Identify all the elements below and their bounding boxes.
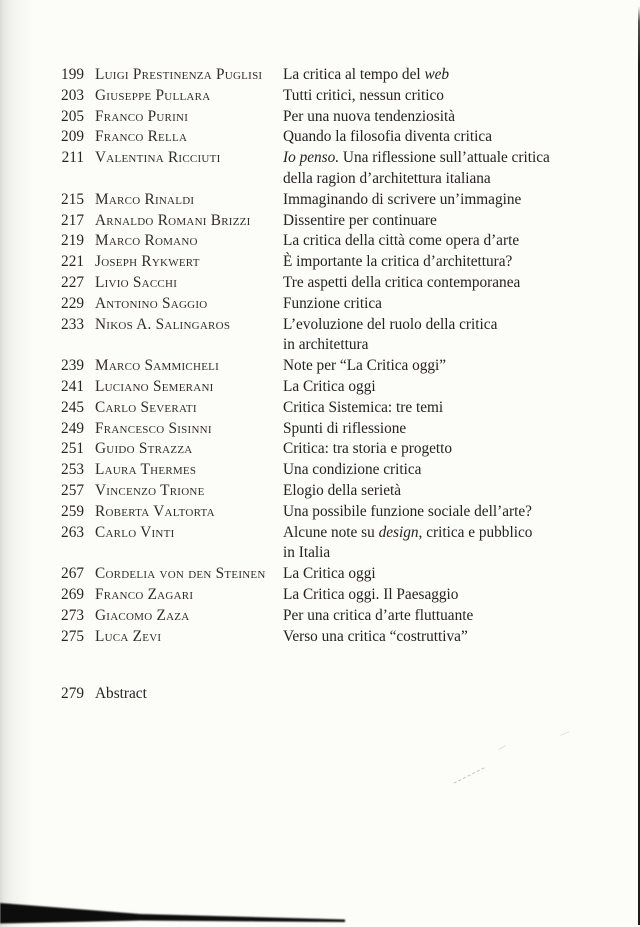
entry-author: Nikos A. Salingaros bbox=[95, 315, 231, 333]
entry-page-number: 275 bbox=[61, 627, 84, 645]
entry-author: Roberta Valtorta bbox=[95, 502, 215, 520]
entry-page-number: 229 bbox=[61, 294, 84, 312]
entry-author: Marco Rinaldi bbox=[95, 190, 195, 208]
entry-page-number: 217 bbox=[61, 211, 84, 229]
toc-entry bbox=[59, 564, 625, 585]
entry-page-number: 259 bbox=[61, 502, 84, 520]
toc-entry bbox=[59, 481, 625, 502]
scan-left-edge bbox=[0, 0, 36, 927]
toc-entry bbox=[59, 107, 625, 128]
entry-page-number: 241 bbox=[61, 377, 84, 395]
toc-list bbox=[59, 65, 625, 647]
entry-title: Per una nuova tendenziosità bbox=[283, 107, 456, 125]
toc-entry bbox=[59, 502, 625, 523]
toc-entry bbox=[59, 627, 625, 648]
entry-page-number: 215 bbox=[61, 190, 84, 208]
entry-title: Per una critica d’arte fluttuante bbox=[283, 606, 474, 624]
entry-title: La Critica oggi bbox=[283, 377, 376, 395]
entry-title: Note per “La Critica oggi” bbox=[283, 357, 447, 375]
toc-entry bbox=[59, 65, 625, 86]
entry-title: Dissentire per continuare bbox=[283, 211, 437, 229]
entry-author: Giuseppe Pullara bbox=[95, 86, 211, 104]
entry-page-number: 233 bbox=[61, 315, 84, 333]
entry-page-number: 219 bbox=[61, 232, 84, 250]
entry-author: Vincenzo Trione bbox=[95, 481, 205, 499]
entry-author: Valentina Ricciuti bbox=[95, 149, 221, 167]
entry-author: Francesco Sisinni bbox=[95, 419, 212, 437]
toc-entry bbox=[59, 460, 625, 481]
toc-entry bbox=[59, 294, 625, 315]
entry-author: Guido Strazza bbox=[95, 440, 193, 458]
entry-page-number: 269 bbox=[61, 585, 84, 603]
scan-scratch-artifact bbox=[454, 767, 485, 783]
entry-page-number: 199 bbox=[61, 66, 84, 83]
entry-title: Alcune note su design, critica e pubblico in Italia bbox=[283, 523, 533, 562]
entry-page-number: 245 bbox=[61, 398, 84, 416]
entry-page-number: 249 bbox=[61, 419, 84, 437]
abstract-label: Abstract bbox=[95, 685, 147, 702]
toc-entry bbox=[59, 523, 625, 565]
entry-title: Tutti critici, nessun critico bbox=[283, 86, 444, 104]
entry-title: La Critica oggi bbox=[283, 565, 376, 583]
toc-entry bbox=[59, 231, 625, 252]
entry-title: Critica Sistemica: tre temi bbox=[283, 398, 444, 416]
entry-page-number: 251 bbox=[61, 440, 84, 458]
toc-entry bbox=[59, 86, 625, 107]
entry-title: Una possibile funzione sociale dell’arte? bbox=[283, 502, 532, 520]
entry-title: Una condizione critica bbox=[283, 461, 422, 479]
entry-author: Marco Romano bbox=[95, 232, 198, 250]
toc-entry bbox=[59, 127, 625, 148]
entry-page-number: 203 bbox=[61, 86, 84, 104]
scan-scratch-artifact bbox=[498, 745, 505, 750]
scan-scratch-artifact bbox=[560, 731, 570, 736]
entry-title: La critica della città come opera d’arte bbox=[283, 232, 520, 250]
entry-title: Spunti di riflessione bbox=[283, 419, 407, 437]
toc-entry bbox=[59, 439, 625, 460]
toc-entry bbox=[59, 190, 625, 211]
entry-author: Laura Thermes bbox=[95, 461, 197, 479]
entry-page-number: 205 bbox=[61, 107, 84, 125]
entry-author: Luca Zevi bbox=[95, 627, 162, 645]
toc-entry bbox=[59, 211, 625, 232]
scan-bottom-edge bbox=[0, 901, 640, 927]
abstract-entry bbox=[59, 684, 147, 705]
toc-entry bbox=[59, 606, 625, 627]
entry-title: Tre aspetti della critica contemporanea bbox=[283, 273, 521, 291]
entry-title: Immaginando di scrivere un’immagine bbox=[283, 190, 522, 208]
entry-page-number: 211 bbox=[61, 149, 84, 167]
entry-page-number: 263 bbox=[61, 523, 84, 541]
entry-title: Verso una critica “costruttiva” bbox=[283, 627, 468, 645]
toc-entry bbox=[59, 398, 625, 419]
entry-author: Arnaldo Romani Brizzi bbox=[95, 211, 251, 229]
toc-entry bbox=[59, 585, 625, 606]
entry-title: L’evoluzione del ruolo della critica in architettura bbox=[283, 315, 498, 354]
entry-author: Luigi Prestinenza Puglisi bbox=[95, 66, 263, 83]
entry-title: La Critica oggi. Il Paesaggio bbox=[283, 585, 459, 603]
entry-author: Franco Zagari bbox=[95, 585, 194, 603]
entry-page-number: 257 bbox=[61, 481, 84, 499]
toc-entry bbox=[59, 419, 625, 440]
entry-author: Marco Sammicheli bbox=[95, 357, 220, 375]
entry-author: Carlo Vinti bbox=[95, 523, 175, 541]
entry-author: Livio Sacchi bbox=[95, 273, 178, 291]
toc-entry bbox=[59, 356, 625, 377]
entry-page-number: 267 bbox=[61, 565, 84, 583]
entry-author: Joseph Rykwert bbox=[95, 253, 200, 271]
entry-page-number: 209 bbox=[61, 128, 84, 146]
abstract-page-number: 279 bbox=[61, 685, 84, 702]
entry-author: Carlo Severati bbox=[95, 398, 197, 416]
toc-entry bbox=[59, 273, 625, 294]
entry-title: Critica: tra storia e progetto bbox=[283, 440, 453, 458]
entry-page-number: 227 bbox=[61, 273, 84, 291]
entry-author: Franco Rella bbox=[95, 128, 188, 146]
entry-title: Io penso. Una riflessione sull’attuale critica della ragion d’architettura italiana bbox=[283, 149, 550, 187]
entry-page-number: 253 bbox=[61, 461, 84, 479]
entry-title: È importante la critica d’architettura? bbox=[283, 253, 513, 271]
entry-title: La critica al tempo del web bbox=[283, 66, 450, 83]
entry-title: Funzione critica bbox=[283, 294, 382, 312]
entry-author: Antonino Saggio bbox=[95, 294, 208, 312]
entry-title: Quando la filosofia diventa critica bbox=[283, 128, 492, 146]
toc-entry bbox=[59, 377, 625, 398]
toc-entry bbox=[59, 148, 625, 190]
entry-title: Elogio della serietà bbox=[283, 481, 402, 499]
entry-author: Franco Purini bbox=[95, 107, 189, 125]
entry-page-number: 221 bbox=[61, 253, 84, 271]
entry-author: Giacomo Zaza bbox=[95, 606, 190, 624]
entry-page-number: 239 bbox=[61, 357, 84, 375]
toc-entry bbox=[59, 315, 625, 357]
entry-author: Luciano Semerani bbox=[95, 377, 214, 395]
toc-entry bbox=[59, 252, 625, 273]
entry-author: Cordelia von den Steinen bbox=[95, 565, 266, 583]
entry-page-number: 273 bbox=[61, 606, 84, 624]
